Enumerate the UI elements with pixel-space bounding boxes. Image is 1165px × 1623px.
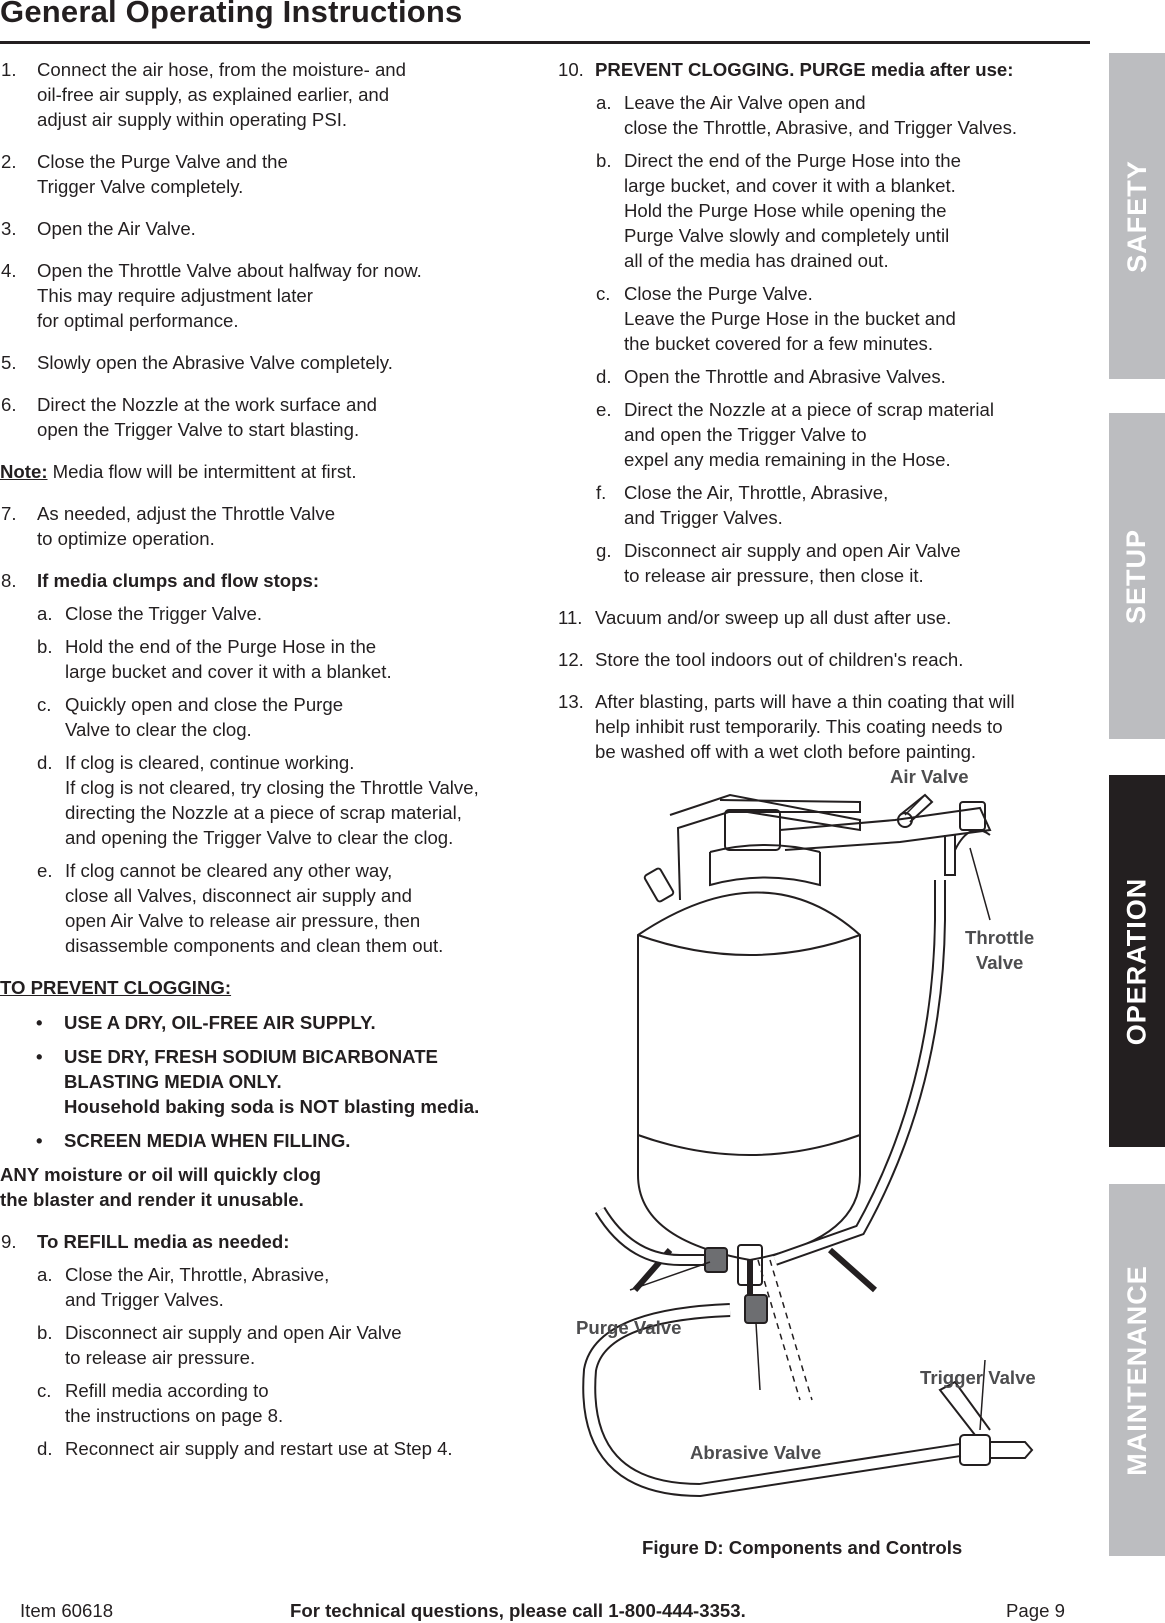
callout-line-purge: [630, 1262, 710, 1290]
step-number: 12.: [558, 649, 584, 670]
bullet-dot: •: [36, 1130, 43, 1151]
sub-letter: b.: [37, 636, 53, 657]
step-number: 10.: [558, 59, 584, 80]
step-10d: [596, 364, 1098, 389]
step-5: [0, 350, 545, 375]
step-10g: [596, 538, 1098, 588]
abrasive-valve-label: Abrasive Valve: [690, 1442, 822, 1463]
tab-setup: [1109, 413, 1165, 739]
step-number: 6.: [1, 394, 17, 415]
sub-text: Close the Trigger Valve.: [65, 603, 263, 624]
sub-letter: c.: [596, 283, 611, 304]
step-11: [558, 605, 1098, 630]
sub-text: Disconnect air supply and open Air Valve to release air pressure, then close it.: [624, 540, 961, 586]
step-number: 7.: [1, 503, 17, 524]
tank-seam: [638, 1135, 860, 1155]
callout-line-throttle: [970, 848, 990, 920]
sub-text: Direct the Nozzle at a piece of scrap material and open the Trigger Valve to expel any media remaining in the Hose.: [624, 399, 994, 470]
right-column: [558, 57, 1098, 781]
purge-valve-body: [705, 1248, 727, 1272]
tab-label: OPERATION: [1121, 877, 1152, 1045]
step-10a: [596, 90, 1098, 140]
sub-letter: b.: [596, 150, 612, 171]
tab-operation: [1109, 775, 1165, 1147]
tab-label: MAINTENANCE: [1121, 1264, 1152, 1476]
sub-letter: a.: [37, 1264, 53, 1285]
step-9c: [37, 1378, 545, 1428]
step-text: Vacuum and/or sweep up all dust after use.: [595, 607, 952, 628]
purge-valve-label: Purge Valve: [576, 1317, 682, 1338]
step-1: [0, 57, 545, 132]
tab-label: SETUP: [1121, 528, 1152, 624]
throttle-valve-label: Throttle Valve: [965, 927, 1035, 973]
bullet-dot: •: [36, 1012, 43, 1033]
sub-letter: a.: [37, 603, 53, 624]
step-number: 4.: [1, 260, 17, 281]
step-9d: [37, 1436, 545, 1461]
sub-text: Close the Air, Throttle, Abrasive, and Trigger Valves.: [65, 1264, 330, 1310]
left-column: [0, 57, 545, 1469]
note: [0, 459, 545, 484]
bullet-item: [36, 1010, 545, 1035]
step-8d: [37, 750, 545, 850]
step-8a: [37, 601, 545, 626]
sub-letter: f.: [596, 482, 607, 503]
bullet-text: USE A DRY, OIL-FREE AIR SUPPLY.: [64, 1012, 376, 1033]
footer-item-number: Item 60618: [20, 1600, 114, 1621]
pickup-tube: [758, 1260, 812, 1400]
step-number: 2.: [1, 151, 17, 172]
step-8b: [37, 634, 545, 684]
step-6: [0, 392, 545, 442]
sandblaster-illustration: [560, 790, 1100, 1540]
step-number: 13.: [558, 691, 584, 712]
air-valve-label: Air Valve: [890, 766, 969, 787]
tab-label: SAFETY: [1121, 159, 1152, 273]
sub-text: If clog cannot be cleared any other way, close all Valves, disconnect air supply and open Air Valve to release air pressure, then disassemble components and clean them out.: [65, 860, 444, 956]
step-3: [0, 216, 545, 241]
step-10e: [596, 397, 1098, 472]
step-number: 1.: [1, 59, 17, 80]
sub-text: Reconnect air supply and restart use at Step 4.: [65, 1438, 453, 1459]
moisture-warning: ANY moisture or oil will quickly clog the blaster and render it unusable.: [0, 1164, 321, 1210]
footer-page-number: Page 9: [1006, 1600, 1065, 1621]
tank-body: [638, 893, 860, 1261]
figure-caption: Figure D: Components and Controls: [642, 1537, 963, 1558]
step-text: After blasting, parts will have a thin coating that will help inhibit rust temporarily. This coating needs to be washed off with a wet cloth before painting.: [595, 691, 1015, 762]
sub-text: If clog is cleared, continue working. If clog is not cleared, try closing the Throttle Valve, directing the Nozzle at a piece of scrap material, and opening the Trigger Valve to clear the clog.: [65, 752, 479, 848]
trigger-valve-label: Trigger Valve: [920, 1367, 1036, 1388]
step-text: Store the tool indoors out of children's reach.: [595, 649, 964, 670]
callout-line-abrasive: [756, 1323, 760, 1390]
bullet-text: USE DRY, FRESH SODIUM BICARBONATE BLASTING MEDIA ONLY. Household baking soda is NOT blasting media.: [64, 1046, 480, 1117]
sub-letter: c.: [37, 694, 52, 715]
sub-letter: d.: [37, 1438, 53, 1459]
step-heading: To REFILL media as needed:: [37, 1231, 290, 1252]
sub-letter: c.: [37, 1380, 52, 1401]
step-13: [558, 689, 1098, 764]
step-9b: [37, 1320, 545, 1370]
sub-text: Open the Throttle and Abrasive Valves.: [624, 366, 946, 387]
step-number: 5.: [1, 352, 17, 373]
step-7: [0, 501, 545, 551]
step-number: 11.: [558, 607, 583, 628]
bullet-item: [36, 1044, 545, 1119]
step-heading: If media clumps and flow stops:: [37, 570, 320, 591]
abrasive-valve-body: [745, 1295, 767, 1323]
step-9a: [37, 1262, 545, 1312]
footer-support-phone: For technical questions, please call 1-800-444-3353.: [290, 1600, 746, 1621]
bullet-dot: •: [36, 1046, 43, 1067]
sub-text: Disconnect air supply and open Air Valve to release air pressure.: [65, 1322, 402, 1368]
nozzle: [990, 1442, 1032, 1458]
prevent-clogging-heading: TO PREVENT CLOGGING:: [0, 977, 232, 998]
tab-maintenance: [1109, 1184, 1165, 1556]
sub-letter: g.: [596, 540, 612, 561]
step-10b: [596, 148, 1098, 273]
step-number: 3.: [1, 218, 17, 239]
trigger-valve-body: [960, 1435, 990, 1465]
step-text: Connect the air hose, from the moisture- and oil-free air supply, as explained earlier, and adjust air supply within operating PSI.: [37, 59, 406, 130]
step-text: As needed, adjust the Throttle Valve to optimize operation.: [37, 503, 336, 549]
step-8c: [37, 692, 545, 742]
step-4: [0, 258, 545, 333]
step-8: [0, 568, 545, 593]
bullet-item: [36, 1128, 545, 1153]
step-text: Slowly open the Abrasive Valve completely.: [37, 352, 393, 373]
bullet-text: SCREEN MEDIA WHEN FILLING.: [64, 1130, 351, 1151]
step-number: 9.: [1, 1231, 17, 1252]
step-2: [0, 149, 545, 199]
air-inlet-fitting: [960, 802, 985, 830]
sub-letter: d.: [37, 752, 53, 773]
sub-text: Close the Purge Valve. Leave the Purge Hose in the bucket and the bucket covered for a few minutes.: [624, 283, 956, 354]
step-text: Open the Throttle Valve about halfway for now. This may require adjustment later for optimal performance.: [37, 260, 422, 331]
step-12: [558, 647, 1098, 672]
step-9: [0, 1229, 545, 1254]
step-text: Open the Air Valve.: [37, 218, 196, 239]
sub-text: Hold the end of the Purge Hose in the large bucket and cover it with a blanket.: [65, 636, 392, 682]
sub-letter: a.: [596, 92, 612, 113]
sub-letter: e.: [37, 860, 53, 881]
sub-letter: b.: [37, 1322, 53, 1343]
sub-text: Leave the Air Valve open and close the Throttle, Abrasive, and Trigger Valves.: [624, 92, 1018, 138]
step-text: Direct the Nozzle at the work surface and open the Trigger Valve to start blasting.: [37, 394, 378, 440]
pressure-relief-valve: [644, 868, 675, 903]
sub-letter: d.: [596, 366, 612, 387]
step-number: 8.: [1, 570, 17, 591]
tank-seam-top: [638, 935, 860, 955]
step-8e: [37, 858, 545, 958]
note-label: Note:: [0, 461, 48, 482]
note-text: Media flow will be intermittent at first.: [47, 461, 357, 482]
throttle-stem: [945, 835, 955, 875]
air-hose-outer: [775, 880, 940, 1260]
tank-collar: [710, 852, 820, 885]
sub-text: Quickly open and close the Purge Valve to clear the clog.: [65, 694, 344, 740]
sub-text: Refill media according to the instructions on page 8.: [65, 1380, 284, 1426]
sub-letter: e.: [596, 399, 612, 420]
sub-text: Direct the end of the Purge Hose into the large bucket, and cover it with a blanket. Hold the Purge Hose while opening the Purge Valve slowly and completely until all of the media has drained out.: [624, 150, 961, 271]
figure-d-blaster-diagram: [560, 766, 1100, 1540]
sub-text: Close the Air, Throttle, Abrasive, and Trigger Valves.: [624, 482, 889, 528]
air-hose-inner: [775, 880, 940, 1260]
step-10c: [596, 281, 1098, 356]
page-title: General Operating Instructions: [0, 0, 463, 29]
step-10f: [596, 480, 1098, 530]
title-divider: [0, 41, 1090, 44]
step-10: [558, 57, 1098, 82]
step-text: Close the Purge Valve and the Trigger Valve completely.: [37, 151, 288, 197]
step-heading: PREVENT CLOGGING. PURGE media after use:: [595, 59, 1014, 80]
tab-safety: [1109, 53, 1165, 379]
